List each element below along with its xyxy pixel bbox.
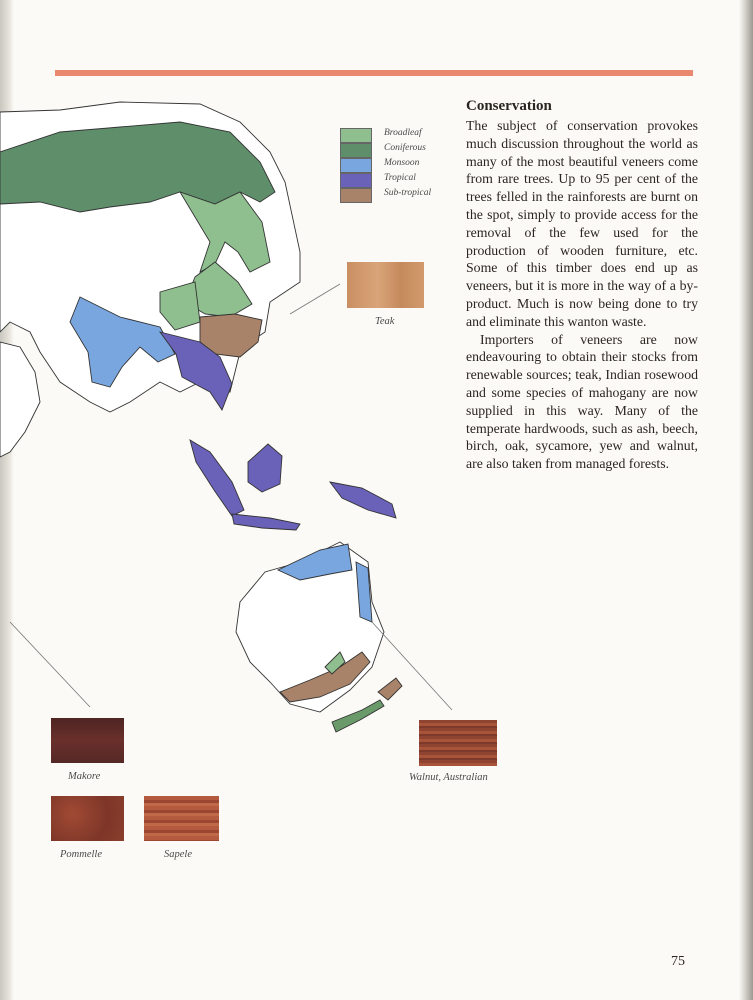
map-land-africa [0, 342, 40, 457]
makore-leader-line [10, 622, 90, 707]
legend-label: Sub-tropical [384, 188, 432, 198]
header-rule [55, 70, 693, 76]
veneer-swatch-pommelle [51, 796, 124, 841]
legend-swatch-monsoon [340, 158, 372, 173]
legend-label: Tropical [384, 173, 416, 183]
map-land-new-zealand-north [378, 678, 402, 700]
veneer-caption-makore: Makore [68, 771, 101, 782]
legend-label: Coniferous [384, 143, 426, 153]
page-edge [739, 0, 753, 1000]
veneer-caption-sapele: Sapele [164, 849, 192, 860]
veneer-caption-walnut: Walnut, Australian [409, 772, 488, 783]
veneer-swatch-walnut [419, 720, 497, 766]
legend-swatch-broadleaf [340, 128, 372, 143]
paragraph: Importers of veneers are now endeavouring to obtain their stocks from renewable sources; teak, Indian rosewood and some species of mahogany are now supplied in this way. Many of the temperate hardwoods, such as ash, beech, birch, oak, sycamore, yew and walnut, are also taken from managed forests. [466, 331, 698, 472]
map-region-tropical-borneo [248, 444, 282, 492]
map-region-tropical-java [232, 514, 300, 530]
article-text [466, 98, 698, 473]
veneer-caption-teak: Teak [375, 316, 395, 327]
legend-label: Broadleaf [384, 128, 422, 138]
veneer-caption-pommelle: Pommelle [60, 849, 102, 860]
map-region-tropical-png [330, 482, 396, 518]
map-region-tropical-sumatra [190, 440, 244, 516]
legend-swatch-subtropical [340, 188, 372, 203]
paragraph: The subject of conservation provokes much discussion throughout the world as many of the most beautiful veneers come from rare trees. Up to 95 per cent of the trees felled in the rainforests are burnt on the spot, simply to provide access for the removal of the few used for the production of wooden furniture, etc. Some of this timber does end up as veneers, but it is more in the way of a by-product. Much is now being done to try and eliminate this wanton waste. [466, 118, 698, 329]
teak-leader-line [290, 284, 340, 314]
veneer-swatch-teak [347, 262, 424, 308]
section-title: Conservation [466, 98, 552, 114]
legend-label: Monsoon [384, 158, 420, 168]
page-number: 75 [671, 954, 685, 969]
legend-swatch-tropical [340, 173, 372, 188]
map-land-new-zealand [332, 700, 384, 732]
veneer-swatch-makore [51, 718, 124, 763]
veneer-swatch-sapele [144, 796, 219, 841]
legend-swatch-coniferous [340, 143, 372, 158]
